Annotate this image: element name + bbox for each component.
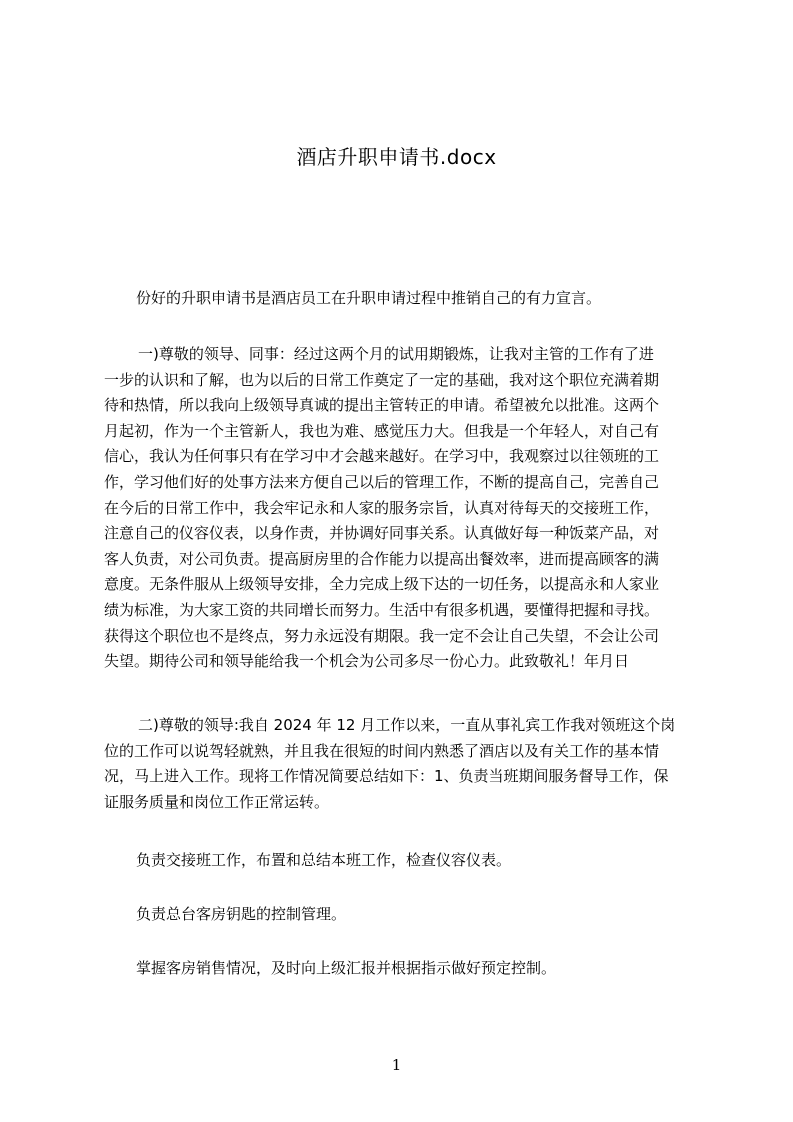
intro-paragraph: 份好的升职申请书是酒店员工在升职申请过程中推销自己的有力宣言。 (136, 289, 602, 307)
section-1-line: 月起初，作为一个主管新人，我也为难、感觉压力大。但我是一个年轻人，对自己有 (104, 421, 660, 440)
section-1-line: 绩为标准，为大家工资的共同增长而努力。生活中有很多机遇，要懂得把握和寻找。 (104, 600, 660, 619)
list-item-room-sales: 掌握客房销售情况，及时向上级汇报并根据指示做好预定控制。 (136, 959, 557, 977)
section-1-line: 客人负责，对公司负责。提高厨房里的合作能力以提高出餐效率，进而提高顾客的满 (104, 549, 660, 568)
section-1-paragraph (104, 342, 700, 675)
section-1-line: 一步的认识和了解，也为以后的日常工作奠定了一定的基础，我对这个职位充满着期 (104, 370, 660, 389)
section-1-line: 作，学习他们好的处事方法来方便自己以后的管理工作，不断的提高自己，完善自己 (104, 472, 660, 491)
list-item-room-keys: 负责总台客房钥匙的控制管理。 (136, 905, 347, 923)
section-2-paragraph (104, 713, 700, 815)
section-1-line: 失望。期待公司和领导能给我一个机会为公司多尽一份心力。此致敬礼！年月日 (104, 652, 630, 671)
section-1-line: 一)尊敬的领导、同事：经过这两个月的试用期锻炼，让我对主管的工作有了进 (138, 345, 654, 363)
section-1-line: 注意自己的仪容仪表，以身作责，并协调好同事关系。认真做好每一种饭菜产品，对 (104, 524, 660, 543)
list-item-handover: 负责交接班工作，布置和总结本班工作，检查仪容仪表。 (136, 851, 512, 869)
section-2-line: 二)尊敬的领导:我自 2024 年 12 月工作以来，一直从事礼宾工作我对领班这个岗 (138, 716, 676, 734)
document-title: 酒店升职申请书.docx (296, 145, 497, 169)
section-1-line: 信心，我认为任何事只有在学习中才会越来越好。在学习中，我观察过以往领班的工 (104, 447, 660, 466)
section-1-line: 在今后的日常工作中，我会牢记永和人家的服务宗旨，认真对待每天的交接班工作， (104, 498, 660, 517)
page-number: 1 (391, 1056, 402, 1074)
section-2-line: 证服务质量和岗位工作正常运转。 (104, 792, 330, 811)
section-1-line: 获得这个职位也不是终点，努力永远没有期限。我一定不会让自己失望，不会让公司 (104, 626, 660, 645)
section-2-line: 况，马上进入工作。现将工作情况简要总结如下：1、负责当班期间服务督导工作，保 (104, 767, 669, 786)
section-1-line: 待和热情，所以我向上级领导真诚的提出主管转正的申请。希望被允以批准。这两个 (104, 396, 660, 415)
section-2-line: 位的工作可以说驾轻就熟，并且我在很短的时间内熟悉了酒店以及有关工作的基本情 (104, 741, 660, 760)
section-1-line: 意度。无条件服从上级领导安排，全力完成上级下达的一切任务，以提高永和人家业 (104, 575, 660, 594)
